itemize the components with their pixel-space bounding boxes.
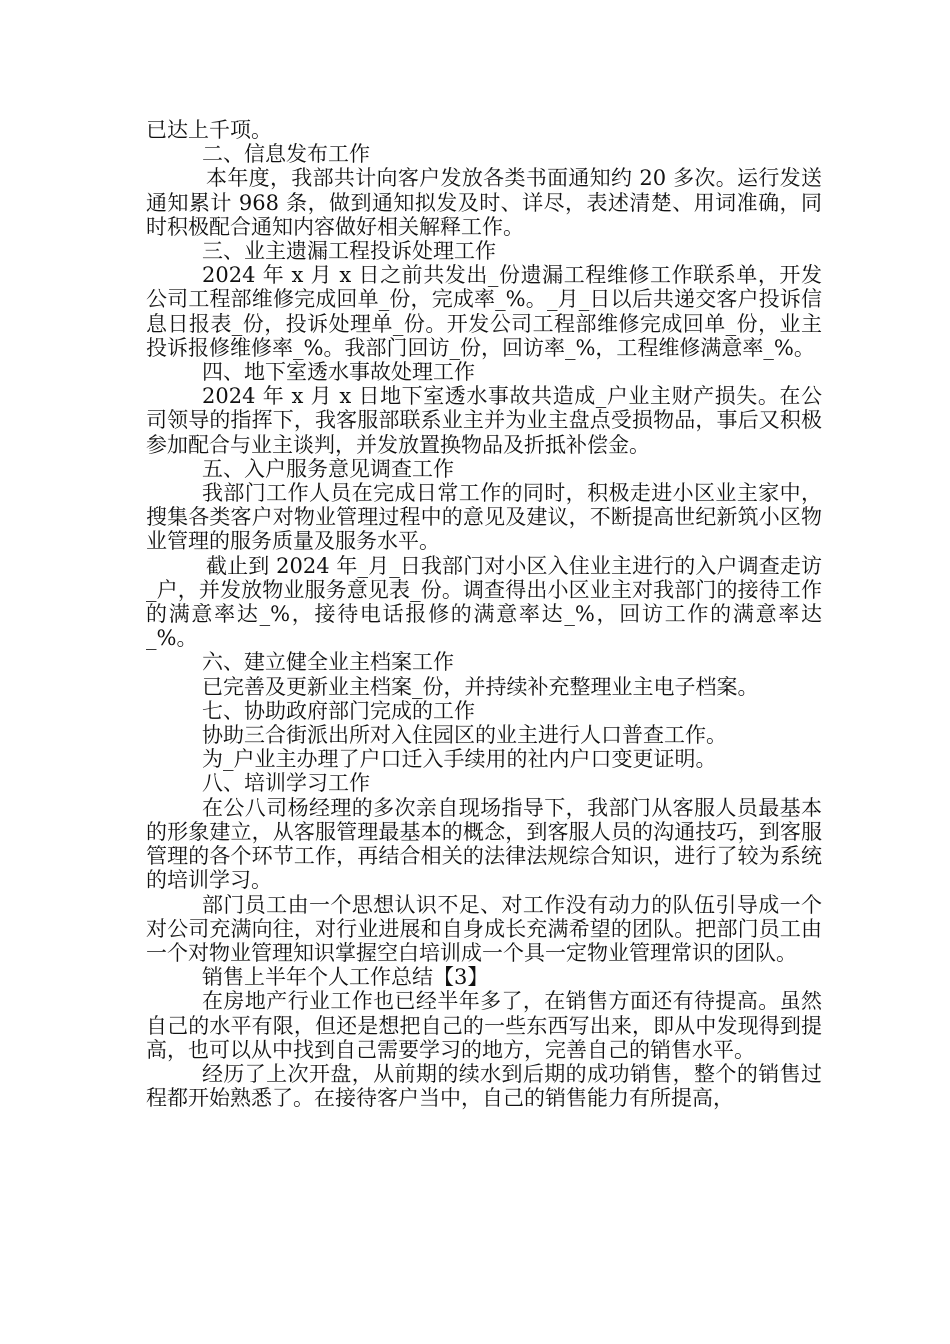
paragraph-archives: 已完善及更新业主档案_份，并持续补充整理业主电子档案。 [202, 674, 759, 699]
paragraph-survey-2: 截止到 2024 年_月_日我部门对小区入住业主进行的入户调查走访_户，并发放物业服务意见表_份。调查得出小区业主对我部门的接待工作的满意率达_%，接待电话报修的满意率达_%，回访工作的满意率达_%。 [146, 553, 822, 651]
paragraph-info-release: 本年度，我部共计向客户发放各类书面通知约 20 多次。运行发送通知累计 968 条，做到通知拟发及时、详尽，表述清楚、用词准确，同时积极配合通知内容做好相关解释工作。 [146, 166, 822, 239]
paragraph-government-2: 为_户业主办理了户口迁入手续用的社内户口变更证明。 [202, 747, 717, 772]
paragraph-training-1: 在公八司杨经理的多次亲自现场指导下，我部门从客服人员最基本的形象建立，从客服管理最基本的概念，到客服人员的沟通技巧，到客服管理的各个环节工作，再结合相关的法律法规综合知识，进行了较为系统的培训学习。 [146, 795, 822, 893]
section-heading-survey: 五、入户服务意见调查工作 [202, 456, 454, 481]
section-heading-basement-flood: 四、地下室透水事故处理工作 [202, 360, 475, 385]
paragraph-survey-1: 我部门工作人员在完成日常工作的同时，积极走进小区业主家中，搜集各类客户对物业管理过程中的意见及建议，不断提高世纪新筑小区物业管理的服务质量及服务水平。 [146, 481, 822, 554]
paragraph-basement-flood: 2024 年 x 月 x 日地下室透水事故共造成_户业主财产损失。在公司领导的指挥下，我客服部联系业主并为业主盘点受损物品，事后又积极参加配合与业主谈判，并发放置换物品及折抵补偿金。 [146, 384, 822, 457]
paragraph-complaints: 2024 年 x 月 x 日之前共发出_份遗漏工程维修工作联系单，开发公司工程部维修完成回单_份，完成率_%。_月_日以后共递交客户投诉信息日报表_份，投诉处理单_份。开发公司工程部维修完成回单_份，业主投诉报修维修率_%。我部门回访_份，回访率_%，工程维修满意率_%。 [146, 263, 822, 360]
paragraph-sales-1: 在房地产行业工作也已经半年多了，在销售方面还有待提高。虽然自己的水平有限，但还是想把自己的一些东西写出来，即从中发现得到提高，也可以从中找到自己需要学习的地方，完善自己的销售水平。 [146, 989, 822, 1062]
section-heading-government: 七、协助政府部门完成的工作 [202, 698, 475, 723]
paragraph-sales-2: 经历了上次开盘，从前期的续水到后期的成功销售，整个的销售过程都开始熟悉了。在接待客户当中，自己的销售能力有所提高， [146, 1061, 822, 1111]
paragraph-government-1: 协助三合街派出所对入住园区的业主进行人口普查工作。 [202, 723, 727, 748]
paragraph-training-2: 部门员工由一个思想认识不足、对工作没有动力的队伍引导成一个对公司充满向往，对行业进展和自身成长充满希望的团队。把部门员工由一个对物业管理知识掌握空白培训成一个具一定物业管理常识的团队。 [146, 892, 822, 965]
section-heading-training: 八、培训学习工作 [202, 771, 370, 796]
document-body [146, 118, 822, 1110]
section-heading-complaints: 三、业主遗漏工程投诉处理工作 [202, 239, 496, 264]
section-heading-info-release: 二、信息发布工作 [202, 142, 370, 167]
paragraph-continuation: 已达上千项。 [146, 118, 272, 142]
section-heading-sales-summary: 销售上半年个人工作总结【3】 [202, 965, 489, 990]
section-heading-archives: 六、建立健全业主档案工作 [202, 650, 454, 675]
